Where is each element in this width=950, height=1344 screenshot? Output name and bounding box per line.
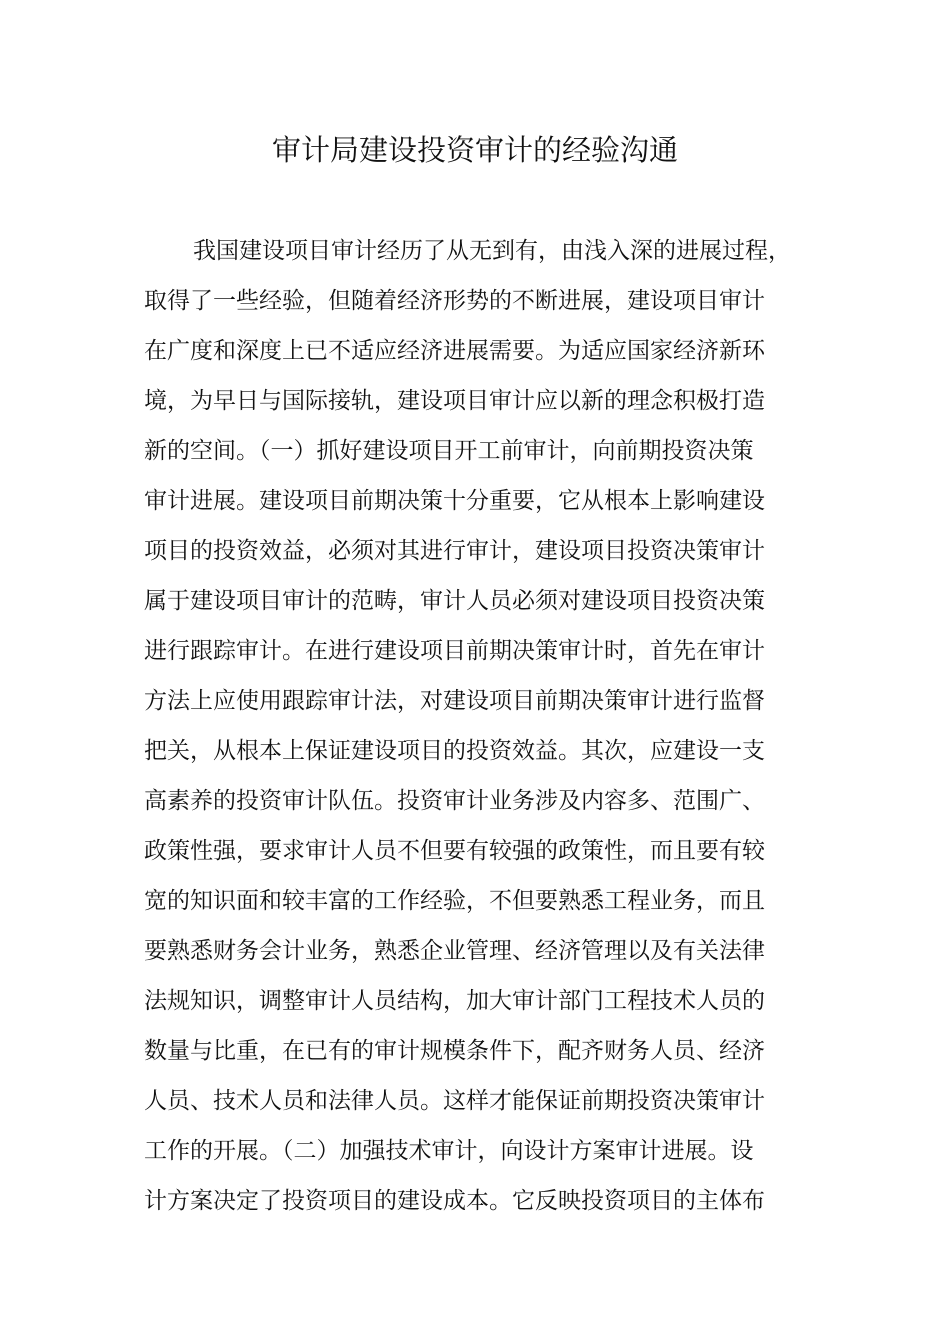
body-line: 把关，从根本上保证建设项目的投资效益。其次，应建设一支 <box>144 738 765 764</box>
body-line: 新的空间。（一）抓好建设项目开工前审计，向前期投资决策 <box>144 438 754 464</box>
body-line: 计方案决定了投资项目的建设成本。它反映投资项目的主体布 <box>144 1188 765 1214</box>
body-line: 工作的开展。（二）加强技术审计，向设计方案审计进展。设 <box>144 1138 754 1164</box>
body-line: 要熟悉财务会计业务，熟悉企业管理、经济管理以及有关法律 <box>144 938 765 964</box>
body-line: 项目的投资效益，必须对其进行审计，建设项目投资决策审计 <box>144 538 765 564</box>
body-line: 人员、技术人员和法律人员。这样才能保证前期投资决策审计 <box>144 1088 765 1114</box>
body-line: 我国建设项目审计经历了从无到有，由浅入深的进展过程， <box>193 238 791 264</box>
body-line: 属于建设项目审计的范畴，审计人员必须对建设项目投资决策 <box>144 588 765 614</box>
body-line: 政策性强，要求审计人员不但要有较强的政策性，而且要有较 <box>144 838 765 864</box>
body-line: 境，为早日与国际接轨，建设项目审计应以新的理念积极打造 <box>144 388 765 414</box>
document-title: 审计局建设投资审计的经验沟通 <box>271 133 678 167</box>
body-line: 高素养的投资审计队伍。投资审计业务涉及内容多、范围广、 <box>144 788 765 814</box>
body-line: 方法上应使用跟踪审计法，对建设项目前期决策审计进行监督 <box>144 688 765 714</box>
body-line: 审计进展。建设项目前期决策十分重要，它从根本上影响建设 <box>144 488 765 514</box>
body-line: 在广度和深度上已不适应经济进展需要。为适应国家经济新环 <box>144 338 765 364</box>
body-line: 进行跟踪审计。在进行建设项目前期决策审计时，首先在审计 <box>144 638 765 664</box>
body-line: 宽的知识面和较丰富的工作经验，不但要熟悉工程业务，而且 <box>144 888 765 914</box>
document-body <box>144 226 844 1226</box>
body-line: 数量与比重，在已有的审计规模条件下，配齐财务人员、经济 <box>144 1038 765 1064</box>
body-line: 取得了一些经验，但随着经济形势的不断进展，建设项目审计 <box>144 288 765 314</box>
body-line: 法规知识，调整审计人员结构，加大审计部门工程技术人员的 <box>144 988 765 1014</box>
